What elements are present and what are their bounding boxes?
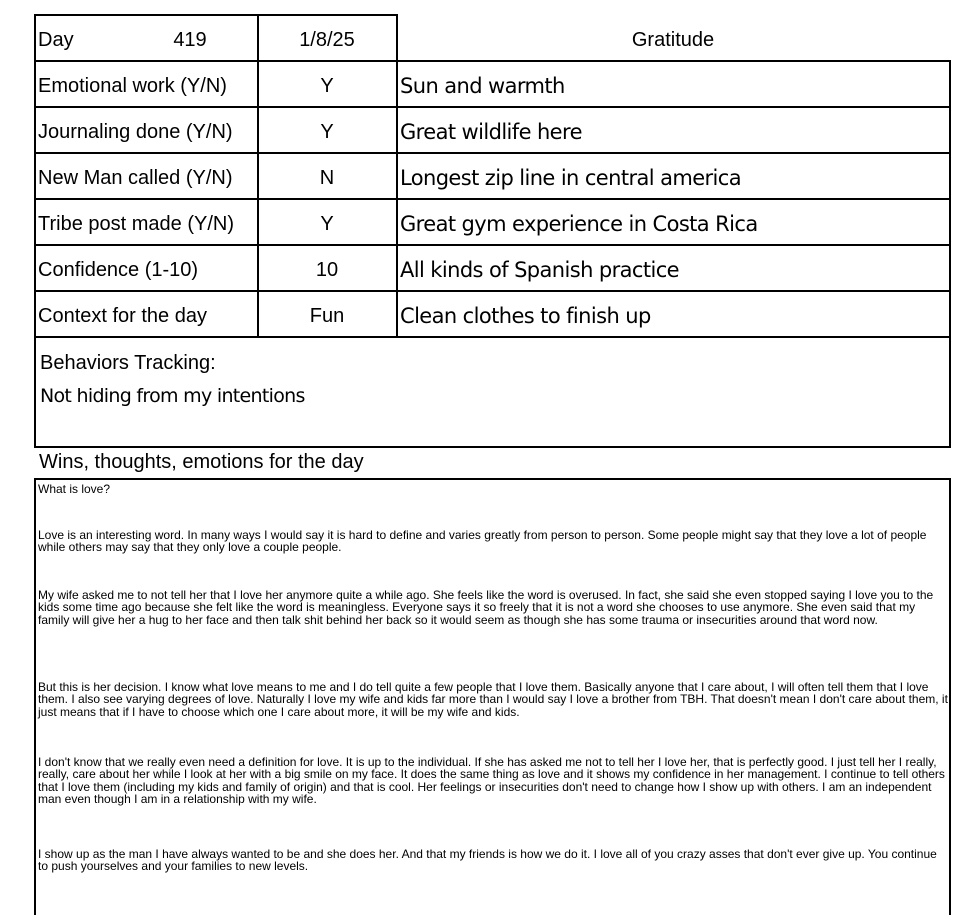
gratitude-item: Longest zip line in central america bbox=[400, 166, 741, 190]
gratitude-item: Clean clothes to finish up bbox=[400, 304, 651, 328]
row-value-confidence: 10 bbox=[315, 258, 339, 281]
day-number: 419 bbox=[173, 28, 207, 51]
gratitude-heading: Gratitude bbox=[631, 28, 715, 51]
grid-line bbox=[949, 60, 951, 448]
row-label-journaling: Journaling done (Y/N) bbox=[38, 120, 233, 143]
grid-line bbox=[35, 244, 951, 246]
day-label: Day bbox=[38, 28, 74, 51]
grid-line bbox=[35, 336, 951, 338]
grid-line bbox=[396, 14, 398, 337]
row-value-context: Fun bbox=[309, 304, 345, 327]
row-value-new-man-called: N bbox=[319, 166, 335, 189]
grid-line bbox=[35, 478, 951, 480]
wins-paragraph: But this is her decision. I know what love means to me and I do tell quite a few people that I love them. Basically anyone that I care about, I will often tell them that I love them. I also see varying degrees of love. Naturally I love my wife and kids far more than I would say I love a brother from TBH. That doesn't mean I don't care about them, it just means that if I have to choose which one I care about more, it will be my wife and kids. bbox=[38, 680, 948, 719]
gratitude-item: Great wildlife here bbox=[400, 120, 582, 144]
behaviors-text: Not hiding from my intentions bbox=[40, 385, 305, 407]
grid-line bbox=[34, 14, 36, 448]
grid-line bbox=[34, 478, 36, 915]
wins-paragraph: My wife asked me to not tell her that I love her anymore quite a while ago. She feels like the word is overused. In fact, she said she even stopped saying I love you to the kids some time ago because she felt like the word is meaningless. Everyone says it so freely that it is not a word she chooses to use anymore. She even said that my family will give her a hug to her face and then talk shit behind her back so it would seem as though she has some trauma or insecurities around that word now. bbox=[38, 588, 934, 627]
row-label-emotional-work: Emotional work (Y/N) bbox=[38, 74, 227, 97]
gratitude-item: All kinds of Spanish practice bbox=[400, 258, 679, 282]
wins-title: Wins, thoughts, emotions for the day bbox=[39, 451, 364, 473]
row-value-tribe-post: Y bbox=[320, 212, 334, 235]
gratitude-item: Great gym experience in Costa Rica bbox=[400, 212, 758, 236]
entry-date: 1/8/25 bbox=[299, 28, 355, 51]
grid-line bbox=[35, 446, 951, 448]
grid-line bbox=[35, 106, 951, 108]
row-label-context: Context for the day bbox=[38, 304, 207, 327]
row-label-new-man-called: New Man called (Y/N) bbox=[38, 166, 233, 189]
grid-line bbox=[35, 290, 951, 292]
row-value-emotional-work: Y bbox=[320, 74, 334, 97]
wins-paragraph: Love is an interesting word. In many ways I would say it is hard to define and varies greatly from person to person. Some people might say that they love a lot of people while others may say that they only love a couple people. bbox=[38, 528, 927, 555]
grid-line bbox=[949, 478, 951, 915]
grid-line bbox=[35, 198, 951, 200]
grid-line bbox=[35, 60, 951, 62]
wins-paragraph: I don't know that we really even need a definition for love. It is up to the individual. If she has asked me not to tell her I love her, that is perfectly good. I just tell her I really, really, care about her while I look at her with a big smile on my face. It does the same thing as love and it shows my confidence in her management. I continue to tell others that I love them (including my kids and family of origin) and that is cool. Her feelings or insecurities don't need to change how I show up with others. I am an independent man even though I am in a relationship with my wife. bbox=[38, 755, 945, 807]
row-label-tribe-post: Tribe post made (Y/N) bbox=[38, 212, 234, 235]
row-value-journaling: Y bbox=[320, 120, 334, 143]
wins-paragraph: I show up as the man I have always wanted to be and she does her. And that my friends is how we do it. I love all of you crazy asses that don't ever give up. You continue to push yourselves and your families to new levels. bbox=[38, 847, 937, 874]
grid-line bbox=[35, 152, 951, 154]
wins-paragraph: What is love? bbox=[38, 482, 111, 496]
grid-line bbox=[35, 14, 397, 16]
gratitude-item: Sun and warmth bbox=[400, 74, 565, 98]
grid-line bbox=[257, 14, 259, 337]
behaviors-title: Behaviors Tracking: bbox=[40, 352, 216, 374]
row-label-confidence: Confidence (1-10) bbox=[38, 258, 199, 281]
